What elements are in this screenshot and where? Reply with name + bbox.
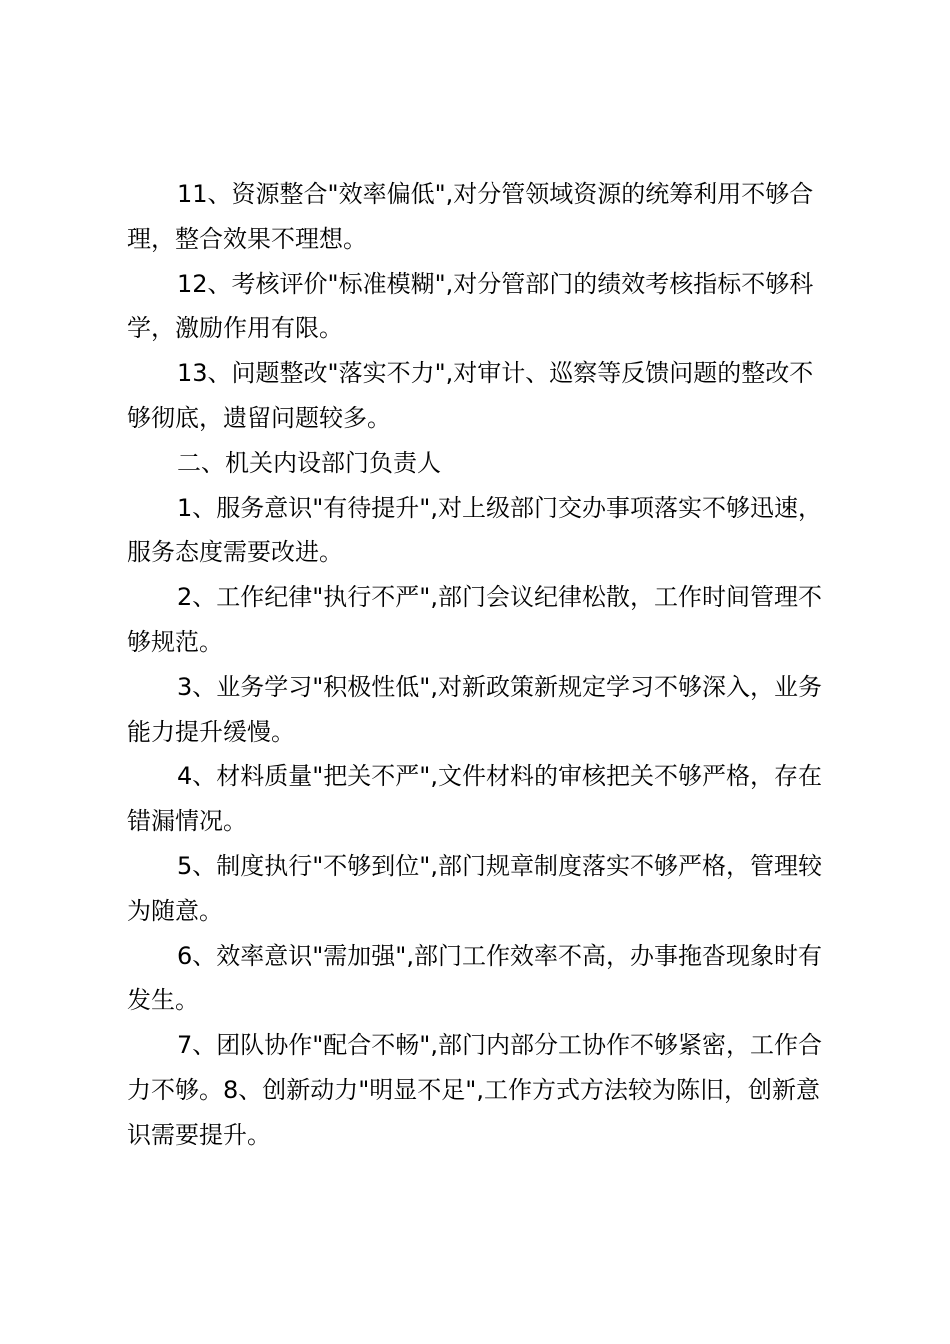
- section-heading: 二、机关内设部门负责人: [177, 448, 441, 477]
- document-body: [127, 172, 835, 1158]
- paragraph-item-6: 6、效率意识"需加强",部门工作效率不高，办事拖沓现象时有发生。: [127, 941, 822, 1015]
- paragraph-item-7-8: 7、团队协作"配合不畅",部门内部分工协作不够紧密，工作合力不够。8、创新动力"明显不足",工作方式方法较为陈旧，创新意识需要提升。: [127, 1031, 822, 1149]
- paragraph-item-3: 3、业务学习"积极性低",对新政策新规定学习不够深入，业务能力提升缓慢。: [127, 672, 822, 746]
- paragraph-item-1: 1、服务意识"有待提升",对上级部门交办事项落实不够迅速，服务态度需要改进。: [127, 493, 822, 567]
- paragraph-item-4: 4、材料质量"把关不严",文件材料的审核把关不够严格，存在错漏情况。: [127, 762, 822, 836]
- paragraph-item-11: 11、资源整合"效率偏低",对分管领域资源的统筹利用不够合理，整合效果不理想。: [127, 180, 814, 253]
- paragraph-item-12: 12、考核评价"标准模糊",对分管部门的绩效考核指标不够科学，激励作用有限。: [127, 269, 814, 343]
- paragraph-item-2: 2、工作纪律"执行不严",部门会议纪律松散，工作时间管理不够规范。: [127, 583, 822, 656]
- paragraph-item-5: 5、制度执行"不够到位",部门规章制度落实不够严格，管理较为随意。: [127, 851, 822, 925]
- paragraph-item-13: 13、问题整改"落实不力",对审计、巡察等反馈问题的整改不够彻底，遗留问题较多。: [127, 359, 814, 432]
